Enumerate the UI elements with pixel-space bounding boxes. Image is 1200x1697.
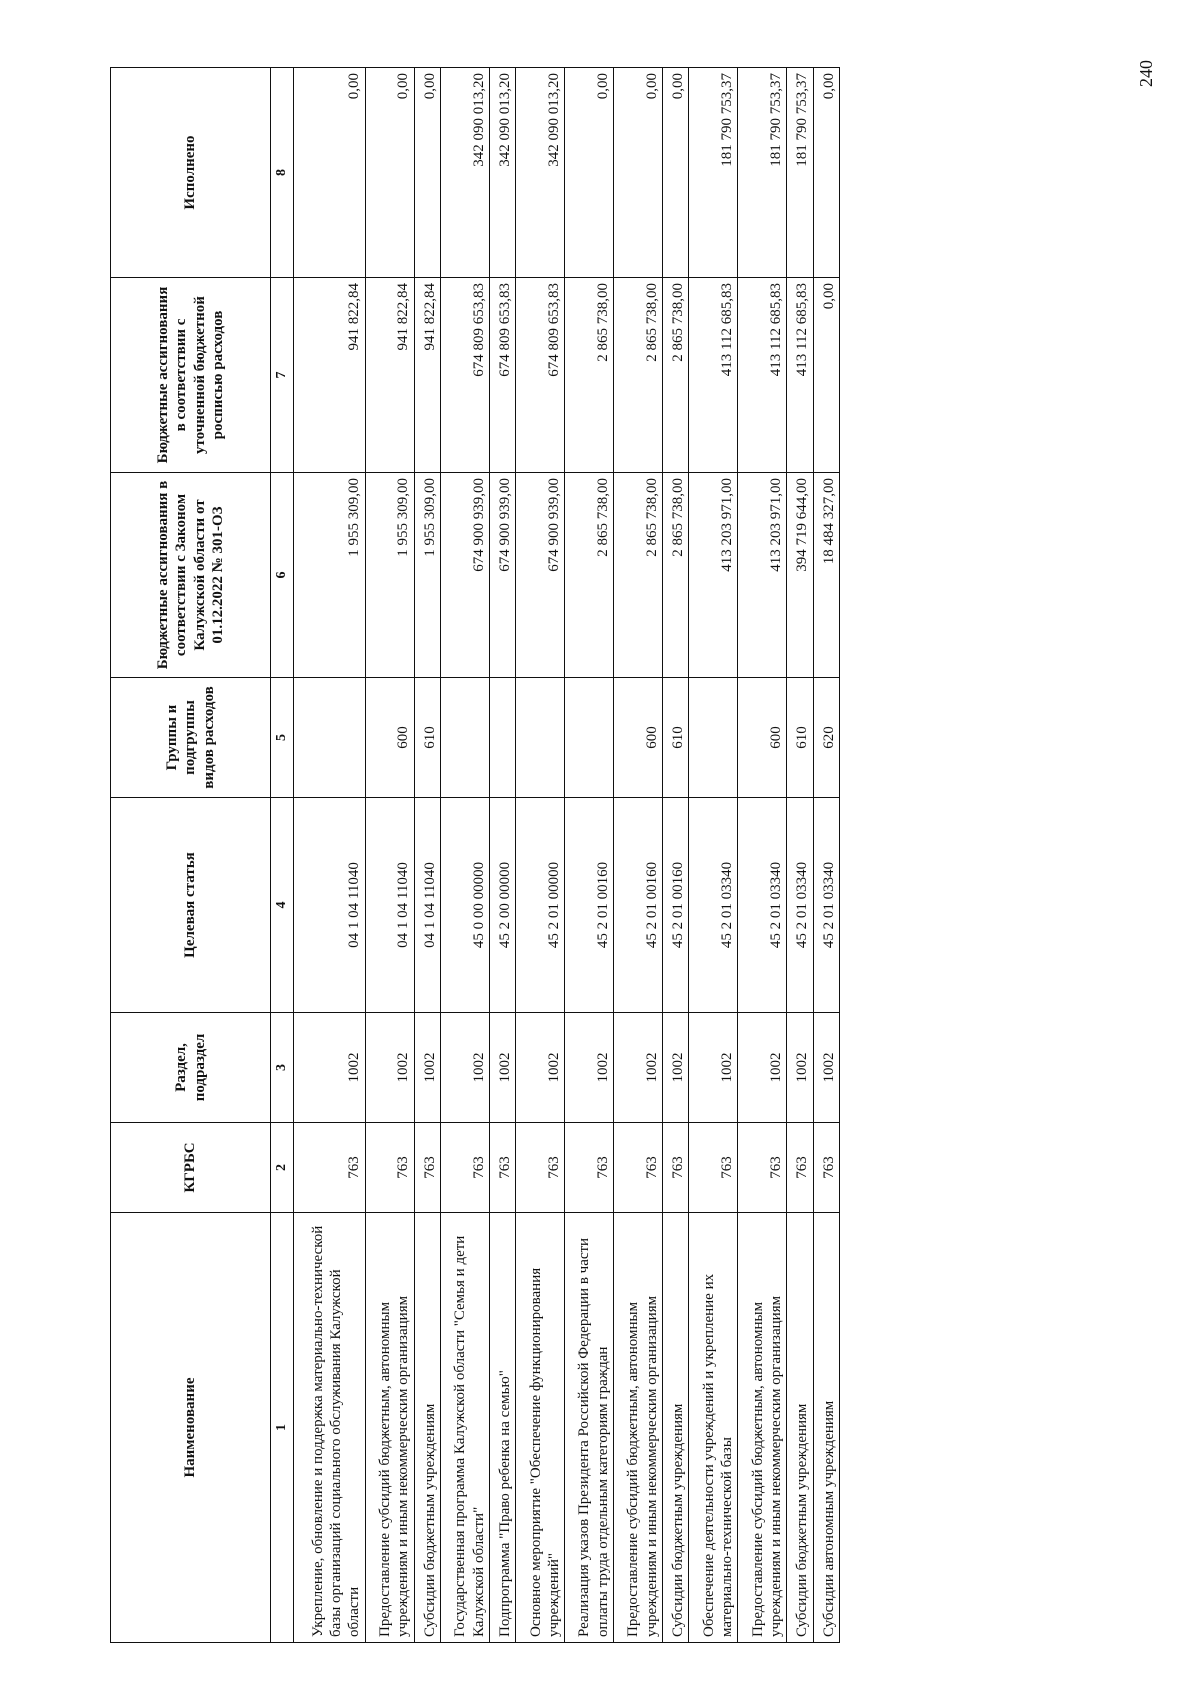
- cell-name: Предоставление субсидий бюджетным, автономным учреждениям и иным некоммерческим организациям: [738, 1213, 787, 1643]
- cell-kgrbs: 763: [813, 1123, 839, 1213]
- cell-refined-amount: 2 865 738,00: [565, 278, 614, 473]
- cell-law-amount: 18 484 327,00: [813, 473, 839, 678]
- cell-section: 1002: [365, 1013, 414, 1123]
- cell-law-amount: 674 900 939,00: [489, 473, 515, 678]
- cell-refined-amount: 941 822,84: [414, 278, 440, 473]
- cell-name: Государственная программа Калужской области "Семья и дети Калужской области": [440, 1213, 489, 1643]
- cell-group: [489, 678, 515, 798]
- cell-name: Обеспечение деятельности учреждений и укрепление их материально-технической базы: [689, 1213, 738, 1643]
- cell-group: 610: [414, 678, 440, 798]
- table-row: [489, 68, 515, 1643]
- cell-group: [689, 678, 738, 798]
- cell-refined-amount: 413 112 685,83: [738, 278, 787, 473]
- cell-name: Предоставление субсидий бюджетным, автономным учреждениям и иным некоммерческим организациям: [614, 1213, 663, 1643]
- cell-executed-amount: 181 790 753,37: [689, 68, 738, 278]
- table-row: [414, 68, 440, 1643]
- cell-kgrbs: 763: [689, 1123, 738, 1213]
- cell-target: 45 2 00 00000: [489, 798, 515, 1013]
- table-row: [440, 68, 489, 1643]
- cell-group: [516, 678, 565, 798]
- cell-executed-amount: 0,00: [663, 68, 689, 278]
- cell-law-amount: 2 865 738,00: [565, 473, 614, 678]
- cell-law-amount: 674 900 939,00: [440, 473, 489, 678]
- page-number: 240: [1136, 60, 1156, 87]
- column-number: 3: [271, 1013, 294, 1123]
- table-row: [516, 68, 565, 1643]
- cell-target: 45 2 01 03340: [689, 798, 738, 1013]
- cell-group: 610: [663, 678, 689, 798]
- table-row: [787, 68, 813, 1643]
- cell-kgrbs: 763: [614, 1123, 663, 1213]
- table-body: [294, 68, 840, 1643]
- cell-kgrbs: 763: [365, 1123, 414, 1213]
- cell-executed-amount: 0,00: [813, 68, 839, 278]
- cell-target: 45 0 00 00000: [440, 798, 489, 1013]
- cell-section: 1002: [440, 1013, 489, 1123]
- header-row: [111, 68, 271, 1643]
- budget-table-container: [110, 68, 840, 1643]
- column-number: 8: [271, 68, 294, 278]
- cell-kgrbs: 763: [663, 1123, 689, 1213]
- cell-name: Основное мероприятие "Обеспечение функционирования учреждений": [516, 1213, 565, 1643]
- cell-refined-amount: 413 112 685,83: [787, 278, 813, 473]
- cell-target: 45 2 01 03340: [787, 798, 813, 1013]
- cell-executed-amount: 0,00: [414, 68, 440, 278]
- cell-law-amount: 2 865 738,00: [663, 473, 689, 678]
- header-kgrbs: КГРБС: [111, 1123, 271, 1213]
- header-executed: Исполнено: [111, 68, 271, 278]
- cell-refined-amount: 674 809 653,83: [516, 278, 565, 473]
- header-refined: Бюджетные ассигнования в соответствии с уточненной бюджетной росписью расходов: [111, 278, 271, 473]
- cell-kgrbs: 763: [787, 1123, 813, 1213]
- cell-target: 45 2 01 00000: [516, 798, 565, 1013]
- table-row: [614, 68, 663, 1643]
- cell-law-amount: 413 203 971,00: [689, 473, 738, 678]
- cell-executed-amount: 0,00: [614, 68, 663, 278]
- cell-law-amount: 413 203 971,00: [738, 473, 787, 678]
- cell-kgrbs: 763: [738, 1123, 787, 1213]
- cell-group: 610: [787, 678, 813, 798]
- column-number: 4: [271, 798, 294, 1013]
- cell-target: 04 1 04 11040: [365, 798, 414, 1013]
- cell-law-amount: 1 955 309,00: [294, 473, 366, 678]
- cell-section: 1002: [516, 1013, 565, 1123]
- cell-name: Субсидии автономным учреждениям: [813, 1213, 839, 1643]
- cell-law-amount: 1 955 309,00: [414, 473, 440, 678]
- cell-section: 1002: [614, 1013, 663, 1123]
- cell-executed-amount: 342 090 013,20: [516, 68, 565, 278]
- header-law: Бюджетные ассигнования в соответствии с Законом Калужской области от 01.12.2022 № 301-ОЗ: [111, 473, 271, 678]
- cell-executed-amount: 181 790 753,37: [787, 68, 813, 278]
- table-row: [663, 68, 689, 1643]
- header-group: Группы и подгруппы видов расходов: [111, 678, 271, 798]
- column-number: 7: [271, 278, 294, 473]
- cell-refined-amount: 941 822,84: [294, 278, 366, 473]
- cell-group: [565, 678, 614, 798]
- table-row: [365, 68, 414, 1643]
- cell-refined-amount: 2 865 738,00: [663, 278, 689, 473]
- table-row: [294, 68, 366, 1643]
- cell-section: 1002: [738, 1013, 787, 1123]
- table-row: [689, 68, 738, 1643]
- cell-refined-amount: 2 865 738,00: [614, 278, 663, 473]
- cell-name: Укрепление, обновление и поддержка материально-технической базы организаций социального обслуживания Калужской области: [294, 1213, 366, 1643]
- cell-law-amount: 394 719 644,00: [787, 473, 813, 678]
- cell-executed-amount: 0,00: [565, 68, 614, 278]
- cell-section: 1002: [414, 1013, 440, 1123]
- cell-section: 1002: [294, 1013, 366, 1123]
- cell-executed-amount: 0,00: [294, 68, 366, 278]
- budget-table: [110, 67, 840, 1643]
- cell-refined-amount: 941 822,84: [365, 278, 414, 473]
- cell-section: 1002: [489, 1013, 515, 1123]
- cell-section: 1002: [565, 1013, 614, 1123]
- cell-target: 04 1 04 11040: [414, 798, 440, 1013]
- cell-refined-amount: 674 809 653,83: [440, 278, 489, 473]
- column-number: 6: [271, 473, 294, 678]
- cell-target: 04 1 04 11040: [294, 798, 366, 1013]
- cell-law-amount: 674 900 939,00: [516, 473, 565, 678]
- column-number: 1: [271, 1213, 294, 1643]
- table-row: [813, 68, 839, 1643]
- cell-section: 1002: [689, 1013, 738, 1123]
- cell-name: Субсидии бюджетным учреждениям: [787, 1213, 813, 1643]
- cell-refined-amount: 413 112 685,83: [689, 278, 738, 473]
- cell-executed-amount: 0,00: [365, 68, 414, 278]
- cell-name: Субсидии бюджетным учреждениям: [414, 1213, 440, 1643]
- cell-kgrbs: 763: [489, 1123, 515, 1213]
- table-row: [738, 68, 787, 1643]
- cell-kgrbs: 763: [440, 1123, 489, 1213]
- cell-section: 1002: [787, 1013, 813, 1123]
- cell-target: 45 2 01 00160: [663, 798, 689, 1013]
- cell-group: [440, 678, 489, 798]
- cell-executed-amount: 342 090 013,20: [440, 68, 489, 278]
- cell-section: 1002: [813, 1013, 839, 1123]
- column-number-row: [271, 68, 294, 1643]
- cell-kgrbs: 763: [516, 1123, 565, 1213]
- cell-section: 1002: [663, 1013, 689, 1123]
- cell-group: [294, 678, 366, 798]
- cell-name: Реализация указов Президента Российской Федерации в части оплаты труда отдельным категориям граждан: [565, 1213, 614, 1643]
- cell-kgrbs: 763: [414, 1123, 440, 1213]
- table-row: [565, 68, 614, 1643]
- cell-executed-amount: 342 090 013,20: [489, 68, 515, 278]
- column-number: 2: [271, 1123, 294, 1213]
- cell-group: 600: [365, 678, 414, 798]
- cell-kgrbs: 763: [294, 1123, 366, 1213]
- cell-refined-amount: 674 809 653,83: [489, 278, 515, 473]
- cell-name: Подпрограмма "Право ребенка на семью": [489, 1213, 515, 1643]
- cell-law-amount: 2 865 738,00: [614, 473, 663, 678]
- cell-target: 45 2 01 03340: [813, 798, 839, 1013]
- header-target: Целевая статья: [111, 798, 271, 1013]
- cell-target: 45 2 01 03340: [738, 798, 787, 1013]
- column-number: 5: [271, 678, 294, 798]
- header-name: Наименование: [111, 1213, 271, 1643]
- cell-name: Предоставление субсидий бюджетным, автономным учреждениям и иным некоммерческим организациям: [365, 1213, 414, 1643]
- cell-refined-amount: 0,00: [813, 278, 839, 473]
- cell-group: 620: [813, 678, 839, 798]
- cell-executed-amount: 181 790 753,37: [738, 68, 787, 278]
- cell-law-amount: 1 955 309,00: [365, 473, 414, 678]
- cell-target: 45 2 01 00160: [565, 798, 614, 1013]
- cell-group: 600: [738, 678, 787, 798]
- cell-target: 45 2 01 00160: [614, 798, 663, 1013]
- cell-group: 600: [614, 678, 663, 798]
- header-section: Раздел, подраздел: [111, 1013, 271, 1123]
- cell-name: Субсидии бюджетным учреждениям: [663, 1213, 689, 1643]
- cell-kgrbs: 763: [565, 1123, 614, 1213]
